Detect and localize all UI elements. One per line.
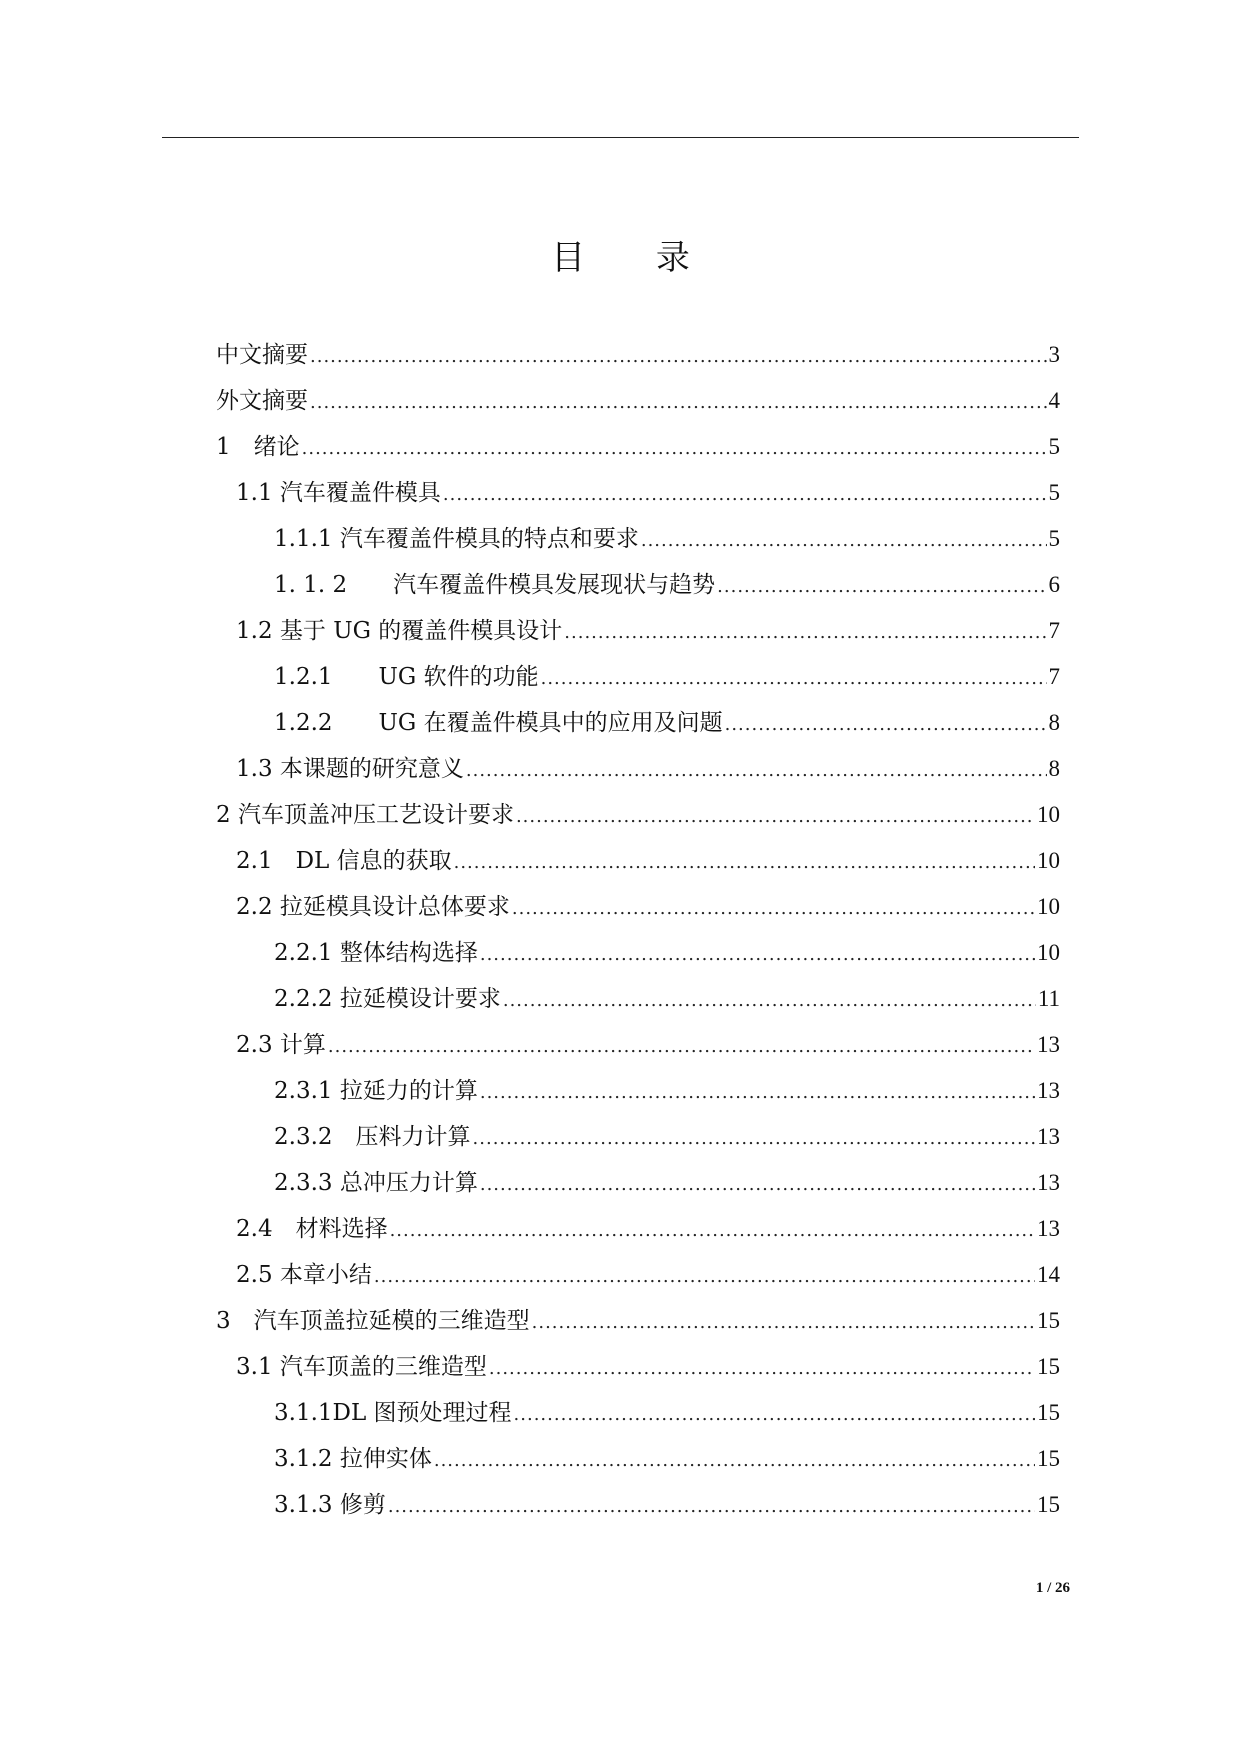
table-of-contents — [216, 332, 1060, 1528]
toc-entry[interactable] — [216, 332, 1060, 378]
toc-entry-page: 6 — [1048, 572, 1060, 597]
toc-dot-leader — [532, 1300, 1035, 1346]
toc-dot-leader — [480, 1162, 1035, 1208]
toc-entry-label: 1.2.1 UG 软件的功能 — [274, 664, 539, 690]
page-title: 目 录 — [551, 238, 720, 278]
toc-entry[interactable] — [216, 838, 1060, 884]
toc-entry-page: 4 — [1048, 388, 1060, 413]
toc-entry[interactable] — [216, 1068, 1060, 1114]
toc-entry[interactable] — [216, 1390, 1060, 1436]
toc-dot-leader — [466, 748, 1047, 794]
toc-dot-leader — [641, 518, 1047, 564]
toc-entry-label: 2.4 材料选择 — [236, 1216, 388, 1242]
toc-entry-page: 10 — [1037, 894, 1060, 919]
toc-entry-page: 10 — [1037, 802, 1060, 827]
toc-entry-label: 1.1.1 汽车覆盖件模具的特点和要求 — [274, 526, 639, 552]
toc-entry[interactable] — [216, 1436, 1060, 1482]
toc-entry[interactable] — [216, 470, 1060, 516]
toc-entry-label: 中文摘要 — [216, 342, 308, 368]
toc-entry[interactable] — [216, 1114, 1060, 1160]
toc-entry[interactable] — [216, 516, 1060, 562]
toc-dot-leader — [564, 610, 1046, 656]
toc-entry[interactable] — [216, 930, 1060, 976]
toc-entry-page: 15 — [1037, 1400, 1060, 1425]
toc-entry-label: 3.1 汽车顶盖的三维造型 — [236, 1354, 487, 1380]
toc-entry-page: 8 — [1048, 710, 1060, 735]
toc-entry-page: 10 — [1037, 940, 1060, 965]
toc-dot-leader — [388, 1484, 1035, 1530]
toc-dot-leader — [512, 886, 1035, 932]
toc-dot-leader — [328, 1024, 1035, 1070]
toc-dot-leader — [454, 840, 1035, 886]
toc-entry-label: 2.2 拉延模具设计总体要求 — [236, 894, 510, 920]
toc-entry[interactable] — [216, 1298, 1060, 1344]
toc-entry-label: 2.3 计算 — [236, 1032, 326, 1058]
toc-entry-label: 1.3 本课题的研究意义 — [236, 756, 464, 782]
toc-entry-label: 3.1.2 拉伸实体 — [274, 1446, 432, 1472]
toc-entry-label: 2.1 DL 信息的获取 — [236, 848, 452, 874]
page-number: 1 / 26 — [1035, 1580, 1070, 1596]
toc-entry-page: 8 — [1048, 756, 1060, 781]
toc-dot-leader — [516, 794, 1035, 840]
toc-dot-leader — [443, 472, 1047, 518]
toc-entry[interactable] — [216, 1206, 1060, 1252]
toc-entry[interactable] — [216, 1482, 1060, 1528]
toc-entry-label: 1.1 汽车覆盖件模具 — [236, 480, 441, 506]
toc-entry[interactable] — [216, 976, 1060, 1022]
toc-dot-leader — [717, 564, 1046, 610]
toc-dot-leader — [374, 1254, 1035, 1300]
toc-entry-page: 3 — [1048, 342, 1060, 367]
toc-entry-label: 2.3.1 拉延力的计算 — [274, 1078, 478, 1104]
toc-dot-leader — [310, 380, 1047, 426]
toc-entry-page: 7 — [1048, 618, 1060, 643]
toc-entry[interactable] — [216, 1022, 1060, 1068]
toc-dot-leader — [480, 1070, 1035, 1116]
toc-entry-page: 11 — [1037, 986, 1060, 1011]
toc-entry-page: 13 — [1037, 1124, 1060, 1149]
toc-entry-label: 2.3.3 总冲压力计算 — [274, 1170, 478, 1196]
toc-dot-leader — [480, 932, 1035, 978]
toc-entry[interactable] — [216, 700, 1060, 746]
toc-entry[interactable] — [216, 424, 1060, 470]
header-rule — [162, 137, 1079, 138]
toc-entry[interactable] — [216, 654, 1060, 700]
toc-entry-label: 1 绪论 — [216, 434, 300, 460]
toc-entry[interactable] — [216, 1344, 1060, 1390]
toc-dot-leader — [434, 1438, 1035, 1484]
toc-entry[interactable] — [216, 562, 1060, 608]
toc-entry-label: 2.3.2 压料力计算 — [274, 1124, 471, 1150]
toc-entry-label: 2.2.1 整体结构选择 — [274, 940, 478, 966]
toc-entry-page: 5 — [1048, 434, 1060, 459]
toc-dot-leader — [503, 978, 1036, 1024]
toc-entry[interactable] — [216, 792, 1060, 838]
toc-entry-label: 1. 1. 2 汽车覆盖件模具发展现状与趋势 — [274, 572, 716, 598]
toc-entry-page: 13 — [1037, 1078, 1060, 1103]
toc-dot-leader — [473, 1116, 1035, 1162]
toc-entry-label: 2.5 本章小结 — [236, 1262, 372, 1288]
toc-entry-page: 5 — [1048, 526, 1060, 551]
toc-dot-leader — [725, 702, 1047, 748]
toc-entry[interactable] — [216, 378, 1060, 424]
toc-entry-label: 3.1.1DL 图预处理过程 — [274, 1400, 512, 1426]
toc-entry-page: 14 — [1037, 1262, 1060, 1287]
toc-entry-label: 1.2.2 UG 在覆盖件模具中的应用及问题 — [274, 710, 723, 736]
toc-entry-label: 2 汽车顶盖冲压工艺设计要求 — [216, 802, 514, 828]
toc-dot-leader — [302, 426, 1047, 472]
toc-entry-page: 13 — [1037, 1032, 1060, 1057]
toc-entry-label: 3.1.3 修剪 — [274, 1492, 386, 1518]
toc-dot-leader — [541, 656, 1047, 702]
toc-entry[interactable] — [216, 608, 1060, 654]
toc-entry-label: 2.2.2 拉延模设计要求 — [274, 986, 501, 1012]
toc-entry[interactable] — [216, 1160, 1060, 1206]
toc-entry-label: 外文摘要 — [216, 388, 308, 414]
toc-dot-leader — [310, 334, 1047, 380]
toc-entry-label: 3 汽车顶盖拉延模的三维造型 — [216, 1308, 530, 1334]
toc-entry-page: 13 — [1037, 1216, 1060, 1241]
toc-entry-label: 1.2 基于 UG 的覆盖件模具设计 — [236, 618, 563, 644]
toc-entry[interactable] — [216, 746, 1060, 792]
toc-dot-leader — [489, 1346, 1035, 1392]
toc-dot-leader — [390, 1208, 1035, 1254]
toc-entry-page: 15 — [1037, 1446, 1060, 1471]
toc-entry[interactable] — [216, 1252, 1060, 1298]
toc-dot-leader — [514, 1392, 1035, 1438]
toc-entry-page: 5 — [1048, 480, 1060, 505]
toc-entry-page: 15 — [1037, 1354, 1060, 1379]
toc-entry-page: 13 — [1037, 1170, 1060, 1195]
toc-entry-page: 10 — [1037, 848, 1060, 873]
toc-entry-page: 15 — [1037, 1308, 1060, 1333]
toc-entry-page: 15 — [1037, 1492, 1060, 1517]
toc-entry-page: 7 — [1048, 664, 1060, 689]
toc-entry[interactable] — [216, 884, 1060, 930]
